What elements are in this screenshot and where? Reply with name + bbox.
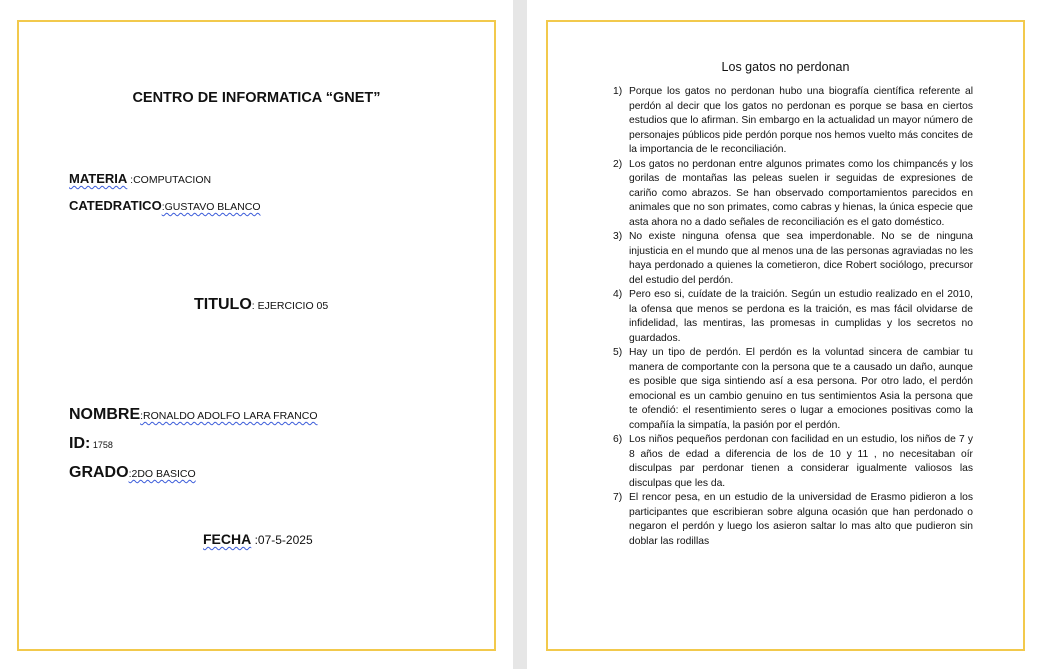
article-title: Los gatos no perdonan [721,60,850,74]
grado-value: :2DO BASICO [128,468,196,480]
item-number: 1) [613,86,623,97]
catedratico-value: :GUSTAVO BLANCO [161,201,261,213]
item-number: 7) [613,492,623,503]
item-text: Los niños pequeños perdonan con facilidad en un estudio, los niños de 7 y 8 años de edad a diferencia de los de 10 y 11 , no necesitaban oír disculpas par perdonar tienen a considerar igualmente valiosos las disculpas que les da. [629,434,973,489]
nombre-label: NOMBRE [69,406,141,423]
titulo-value: : EJERCICIO 05 [251,300,329,312]
item-number: 6) [613,434,623,445]
id-label: ID: [69,435,91,452]
fecha-field [203,531,313,549]
item-text: Porque los gatos no perdonan hubo una biografía científica referente al perdón al decir que los gatos no perdonan es porque se basa en ciertos estudios que lo afirman. Sin embargo en la actualidad un mayor número de personajes públicos pide perdón porque nos hemos vuelto más concites de la importancia de le reconciliación. [629,86,974,155]
fecha-value: :07-5-2025 [251,533,313,547]
list-item [613,491,973,549]
fecha-label: FECHA [203,531,252,547]
item-number: 2) [613,158,623,170]
list-item [613,433,973,491]
cover-page [0,0,513,669]
item-number: 3) [613,231,623,242]
item-number: 5) [613,347,623,358]
nombre-field [69,406,317,424]
list-item [613,230,973,288]
id-field [69,435,113,453]
item-text: Hay un tipo de perdón. El perdón es la voluntad sincera de cambiar tu manera de comportante con la persona que te a causado un daño, aunque es posible que siga sintiendo así a esa persona. Por otro lado, el perdón emocional es un cambio genuino en tus sentimientos Asia la persona que te ofendió: el resentimiento seres o lugar a emociones positivas como la compañía la simpatía, la pasión por el perdón. [629,347,973,431]
article-list [613,85,973,549]
item-number: 4) [613,289,623,300]
item-text: Los gatos no perdonan entre algunos primates como los chimpancés y los gorilas de montañas las peleas suelen ir seguidas de expresiones de cariño como abrazos. Se han observado comportamientos parecidos en animales que no son primates, como cabras y hienas, la única especie que asta ahora no a dado señales de reconciliación es el gato doméstico. [629,158,973,228]
titulo-label: TITULO [194,296,252,313]
item-text: Pero eso si, cuídate de la traición. Según un estudio realizado en el 2010, la ofensa que menos se perdona es la traición, es mas fácil olvidarse de infidelidad, las mentiras, las promesas in cumplidas y los secretos no guardados. [629,289,973,344]
nombre-value: :RONALDO ADOLFO LARA FRANCO [140,410,318,422]
titulo-field [194,296,328,314]
list-item [613,288,973,346]
id-value: 1758 [90,440,113,450]
item-text: El rencor pesa, en un estudio de la universidad de Erasmo pidieron a los participantes que escribieran sobre alguna ocasión que han perdonado o negaron el perdón y luego los asieron saltar lo mas alto que pudieron sin doblar las rodillas [629,492,973,547]
item-text: No existe ninguna ofensa que sea imperdonable. No se de ninguna injusticia en el mundo que al menos una de las personas agraviadas no les haya perdonado a quienes la cometieron, dice Robert sociólogo, precursor del estudio del perdón. [629,231,973,286]
page-border [17,20,496,651]
list-item [613,85,973,158]
materia-value: :COMPUTACION [127,174,212,186]
grado-field [69,464,196,482]
catedratico-field [69,197,260,215]
page-gap [513,0,527,669]
materia-label: MATERIA [69,171,128,186]
grado-label: GRADO [69,464,129,481]
materia-field [69,170,211,188]
catedratico-label: CATEDRATICO [69,198,162,213]
article-page [527,0,1040,669]
institution-title: CENTRO DE INFORMATICA “GNET” [132,90,381,106]
list-item [613,346,973,433]
list-item [613,158,973,231]
